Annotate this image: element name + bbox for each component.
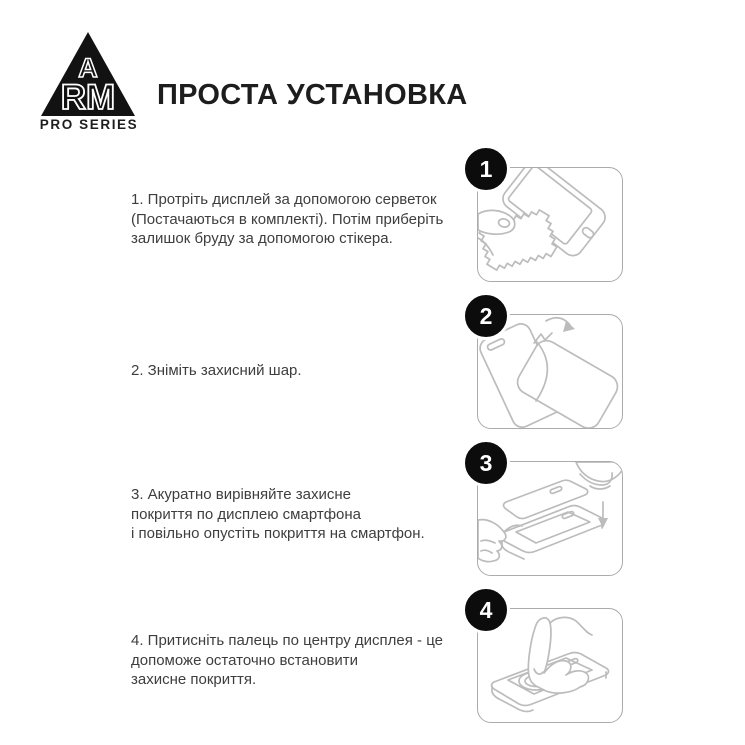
step-text-line: 4. Притисніть палець по центру дисплея - це [131,632,443,649]
step-text-line: 2. Зніміть захисний шар. [131,362,302,379]
step-2-text [131,361,302,381]
step-text-line: і повільно опустіть покриття на смартфон. [131,525,425,542]
page-title: ПРОСТА УСТАНОВКА [157,79,468,111]
step-number: 3 [479,449,493,476]
step-4-text [131,631,443,690]
step-number-badge [462,439,510,487]
step-number-badge [462,145,510,193]
step-1-text [131,190,443,249]
step-3-text [131,485,425,544]
step-number-badge [462,292,510,340]
arm-logo-letter-a: A [78,53,98,83]
step-number: 4 [479,596,493,623]
step-text-line: захисне покриття. [131,671,257,688]
arm-logo-letters-rm: RM [60,78,116,117]
arm-logo-triangle-icon [40,31,136,117]
step-text-line: 1. Протріть дисплей за допомогою серветок [131,191,437,208]
step-text-line: допоможе остаточно встановити [131,651,359,669]
step-text-line: залишок бруду за допомогою стікера. [131,230,393,247]
step-number-badge [462,586,510,634]
step-number: 2 [479,302,493,329]
arm-logo [36,30,142,134]
step-text-line: (Постачаються в комплекті). Потім приберіть [131,210,444,228]
step-number: 1 [479,155,493,182]
step-text-line: покриття по дисплею смартфона [131,505,362,523]
arm-logo-series-label: PRO SERIES [39,117,139,132]
step-text-line: 3. Акуратно вирівняйте захисне [131,486,351,503]
